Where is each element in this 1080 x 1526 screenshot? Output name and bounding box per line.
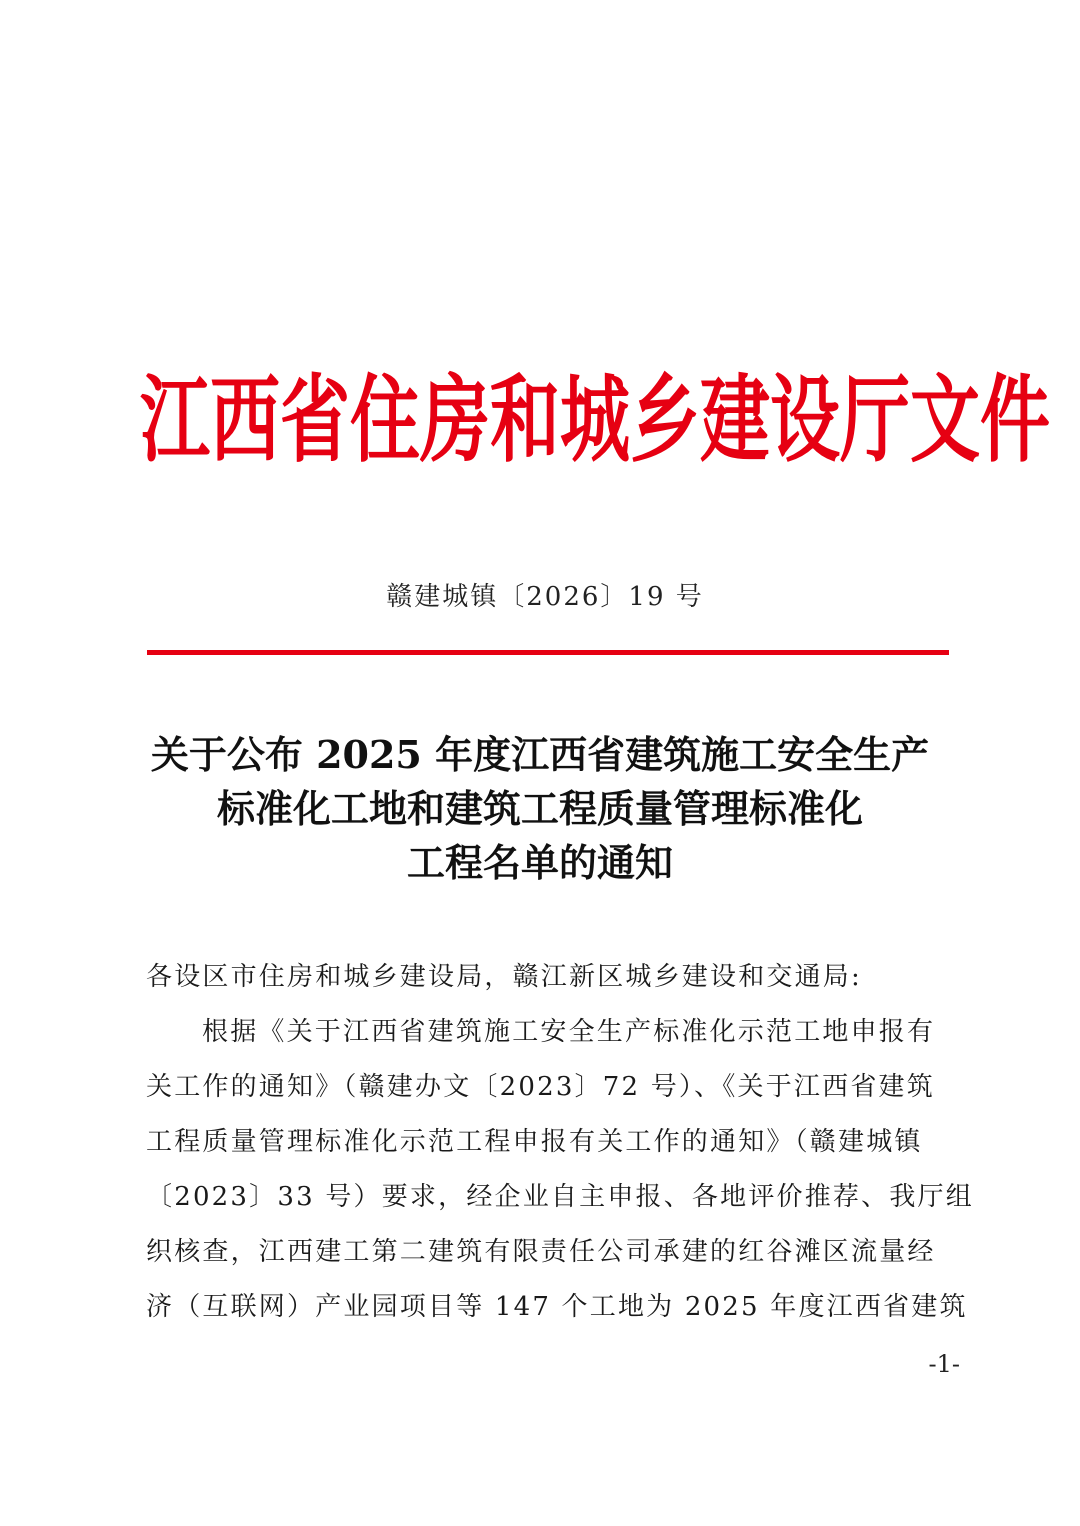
title-line: 关于公布 2025 年度江西省建筑施工安全生产: [150, 732, 930, 777]
red-divider-line: [147, 650, 949, 655]
recipients-line: 各设区市住房和城乡建设局，赣江新区城乡建设和交通局:: [146, 962, 862, 992]
document-title: [110, 728, 970, 890]
issuer-header: 江西省住房和城乡建设厅文件: [140, 364, 1050, 476]
paragraph-line: 工程质量管理标准化示范工程申报有关工作的通知》（赣建城镇: [146, 1127, 923, 1157]
paragraph-line: 〔2023〕33 号）要求，经企业自主申报、各地评价推荐、我厅组: [146, 1182, 974, 1212]
document-body: [146, 950, 974, 1335]
title-line: 标准化工地和建筑工程质量管理标准化: [216, 786, 863, 831]
paragraph-line: 根据《关于江西省建筑施工安全生产标准化示范工地申报有: [202, 1017, 936, 1047]
page-number: -1-: [928, 1350, 960, 1378]
paragraph-line: 织核查，江西建工第二建筑有限责任公司承建的红谷滩区流量经: [146, 1237, 936, 1267]
document-number: 赣建城镇〔2026〕19 号: [386, 582, 704, 612]
title-line: 工程名单的通知: [406, 840, 673, 885]
paragraph-line: 济（互联网）产业园项目等 147 个工地为 2025 年度江西省建筑: [146, 1292, 968, 1322]
paragraph-line: 关工作的通知》（赣建办文〔2023〕72 号）、《关于江西省建筑: [146, 1072, 935, 1102]
